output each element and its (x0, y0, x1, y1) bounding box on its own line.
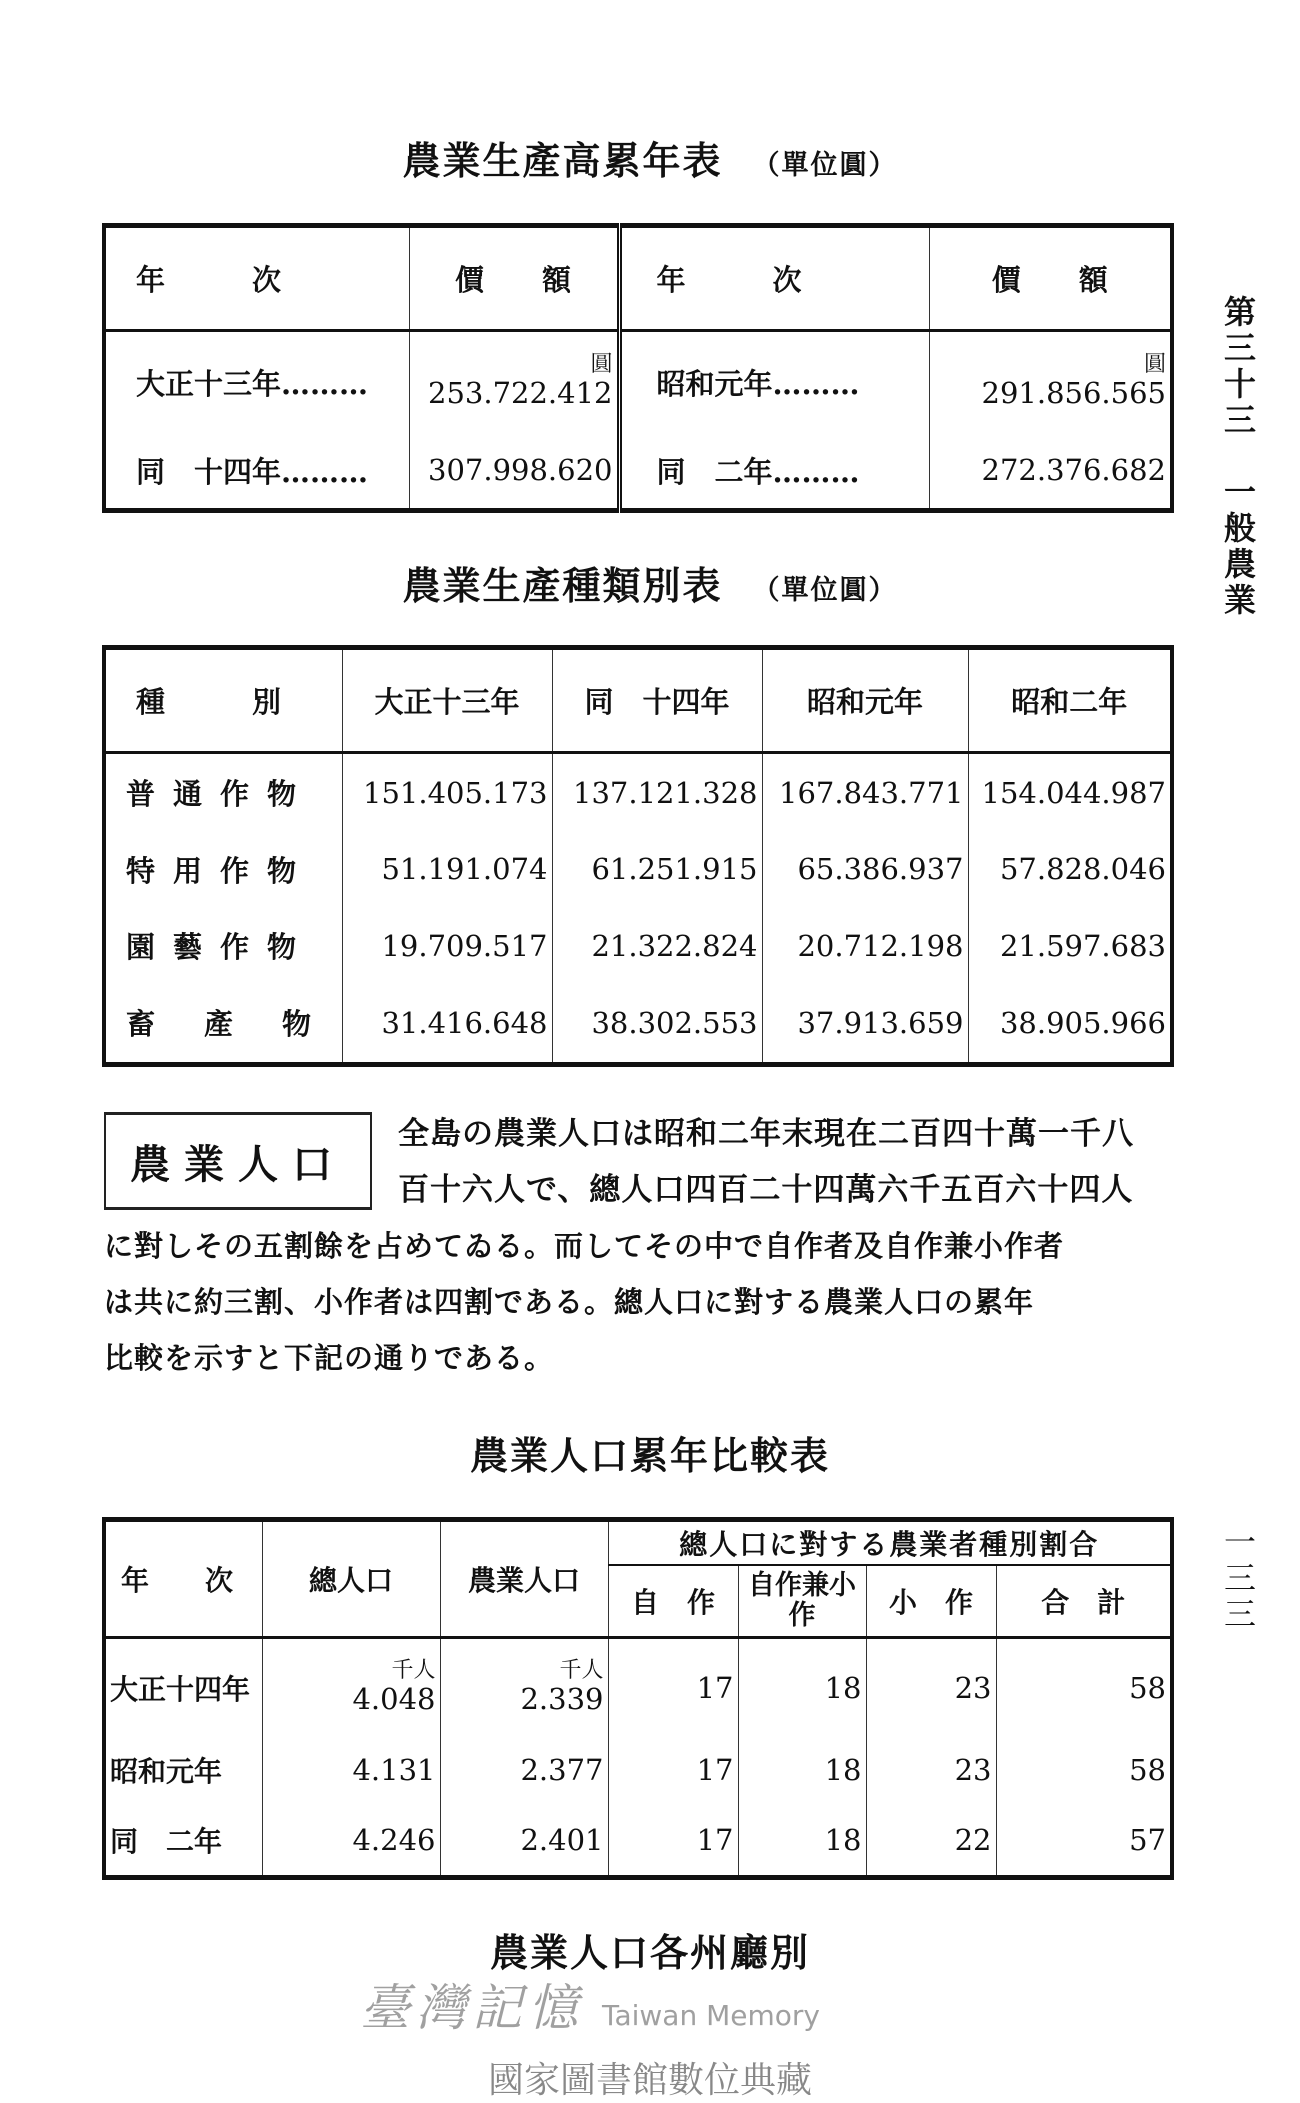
value-cell: 61.251.915 (552, 831, 762, 907)
type-cell: 畜 產 物 (104, 984, 342, 1065)
value-text: 4.048 (352, 1681, 436, 1716)
paragraph-line: に對しその五割餘を占めてゐる。而してその中で自作者及自作兼小作者 (104, 1229, 1065, 1263)
watermark-sub: Taiwan Memory (602, 1999, 820, 2032)
value-text: 291.856.565 (981, 376, 1166, 411)
value-cell: 57 (996, 1805, 1172, 1878)
value-cell: 17 (608, 1736, 738, 1805)
header-tenant: 小 作 (866, 1565, 996, 1638)
agri-population-table (102, 1517, 1174, 1880)
production-annual-table (102, 223, 1174, 513)
paragraph-line: 全島の農業人口は昭和二年末現在二百四十萬一千八 (398, 1116, 1134, 1152)
paragraph-line: は共に約三割、小作者は四割である。總人口に對する農業人口の累年 (104, 1285, 1035, 1319)
value-cell (440, 1638, 608, 1737)
unit-mark: 圓 (590, 352, 613, 378)
header-ratio-group: 總人口に對する農業者種別割合 (608, 1520, 1172, 1565)
paragraph-line: 比較を示すと下記の通りである。 (104, 1341, 555, 1375)
table-row (104, 433, 1172, 511)
table3-title: 農業人口累年比較表 (469, 1433, 830, 1478)
table-row (104, 1736, 1172, 1805)
header-year: 年 次 (104, 1520, 262, 1638)
table1-title-text: 農業生產高累年表 (402, 138, 723, 183)
table-row (104, 1805, 1172, 1878)
value-cell: 31.416.648 (342, 984, 552, 1065)
table2-unit: （單位圓） (752, 575, 898, 606)
year-cell: 同 十四年……… (104, 433, 409, 511)
value-cell: 38.905.966 (968, 984, 1172, 1065)
value-cell: 57.828.046 (968, 831, 1172, 907)
value-cell: 21.597.683 (968, 908, 1172, 984)
unit-mark: 圓 (1143, 352, 1166, 378)
value-cell: 22 (866, 1805, 996, 1878)
header-year: 昭和二年 (968, 648, 1172, 753)
section-heading-box (104, 1112, 372, 1210)
header-owner: 自 作 (608, 1565, 738, 1638)
value-cell: 58 (996, 1736, 1172, 1805)
production-type-table (102, 645, 1174, 1067)
table-row (104, 331, 1172, 433)
table-row (104, 984, 1172, 1065)
value-text: 253.722.412 (428, 376, 613, 411)
value-cell: 18 (738, 1736, 866, 1805)
value-cell: 37.913.659 (762, 984, 968, 1065)
type-cell: 特用作物 (104, 831, 342, 907)
value-cell: 2.401 (440, 1805, 608, 1878)
value-cell: 23 (866, 1736, 996, 1805)
header-value: 價 額 (929, 226, 1172, 331)
value-cell: 65.386.937 (762, 831, 968, 907)
header-agri: 農業人口 (440, 1520, 608, 1638)
value-cell: 2.377 (440, 1736, 608, 1805)
table-row (104, 908, 1172, 984)
value-cell: 38.302.553 (552, 984, 762, 1065)
unit-mark: 千人 (559, 1657, 604, 1683)
value-cell: 151.405.173 (342, 753, 552, 832)
footer-credit: 國家圖書館數位典藏 (487, 2060, 812, 2101)
year-cell: 大正十三年……… (104, 331, 409, 433)
value-cell: 17 (608, 1805, 738, 1878)
value-cell: 19.709.517 (342, 908, 552, 984)
watermark-main: 臺灣記憶 (360, 1979, 584, 2037)
value-cell: 137.121.328 (552, 753, 762, 832)
page-number: 一三三 (1219, 1525, 1257, 1633)
table-row (104, 753, 1172, 832)
header-total: 總人口 (262, 1520, 440, 1638)
value-cell: 18 (738, 1805, 866, 1878)
table2-title-text: 農業生產種類別表 (402, 563, 723, 608)
value-cell: 272.376.682 (929, 433, 1172, 511)
type-cell: 普通作物 (104, 753, 342, 832)
value-cell: 51.191.074 (342, 831, 552, 907)
table2-title (0, 555, 1300, 610)
value-cell: 20.712.198 (762, 908, 968, 984)
value-cell: 4.131 (262, 1736, 440, 1805)
chapter-running-head: 第三十三 一般農業 (1219, 295, 1257, 619)
header-owner-tenant: 自作兼小 作 (738, 1565, 866, 1638)
value-cell: 17 (608, 1638, 738, 1737)
header-year: 昭和元年 (762, 648, 968, 753)
year-cell: 同 二年……… (619, 433, 929, 511)
value-cell (409, 331, 619, 433)
value-text: 2.339 (520, 1681, 604, 1716)
table1-title (0, 130, 1300, 185)
table-row (104, 1638, 1172, 1737)
header-year: 大正十三年 (342, 648, 552, 753)
value-cell: 167.843.771 (762, 753, 968, 832)
table-row (104, 831, 1172, 907)
paragraph-line: 百十六人で、總人口四百二十四萬六千五百六十四人 (398, 1172, 1134, 1208)
watermark (360, 1978, 940, 2044)
value-cell: 58 (996, 1638, 1172, 1737)
header-total-ratio: 合 計 (996, 1565, 1172, 1638)
year-cell: 大正十四年 (104, 1638, 262, 1737)
header-type: 種 別 (104, 648, 342, 753)
header-year: 同 十四年 (552, 648, 762, 753)
value-cell (262, 1638, 440, 1737)
value-cell: 18 (738, 1638, 866, 1737)
header-year: 年 次 (619, 226, 929, 331)
year-cell: 昭和元年……… (619, 331, 929, 433)
unit-mark: 千人 (391, 1657, 436, 1683)
table4-title: 農業人口各州廳別 (489, 1930, 810, 1975)
value-cell: 21.322.824 (552, 908, 762, 984)
value-cell: 154.044.987 (968, 753, 1172, 832)
value-cell: 307.998.620 (409, 433, 619, 511)
value-cell: 23 (866, 1638, 996, 1737)
header-value: 價 額 (409, 226, 619, 331)
table1-unit: （單位圓） (752, 150, 898, 181)
section-heading: 農業人口 (130, 1140, 346, 1188)
year-cell: 同 二年 (104, 1805, 262, 1878)
value-cell (929, 331, 1172, 433)
year-cell: 昭和元年 (104, 1736, 262, 1805)
value-cell: 4.246 (262, 1805, 440, 1878)
type-cell: 園藝作物 (104, 908, 342, 984)
header-year: 年 次 (104, 226, 409, 331)
